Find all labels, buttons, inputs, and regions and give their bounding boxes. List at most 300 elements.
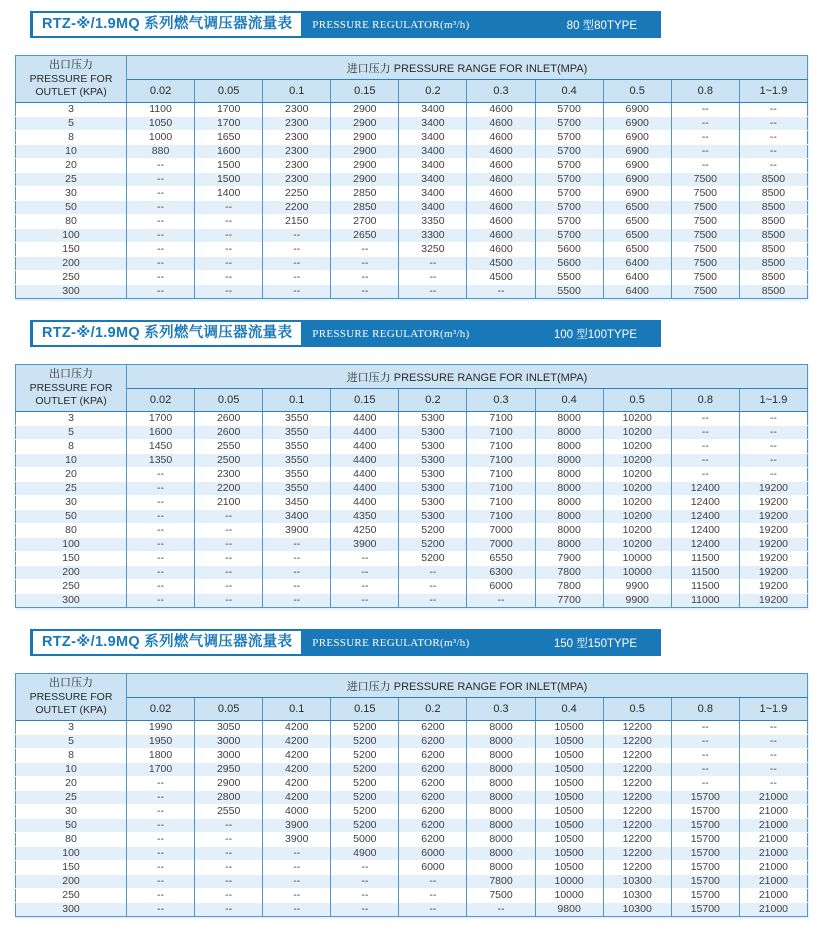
flow-cell: 5700 bbox=[535, 173, 603, 187]
flow-cell: 1950 bbox=[127, 735, 195, 749]
table-row bbox=[16, 229, 808, 243]
flow-cell: 8000 bbox=[535, 510, 603, 524]
flow-cell: 10200 bbox=[603, 524, 671, 538]
flow-cell: 2900 bbox=[195, 777, 263, 791]
flow-cell: 6900 bbox=[603, 159, 671, 173]
flow-cell: 4400 bbox=[331, 482, 399, 496]
outlet-row-header: 3 bbox=[68, 412, 74, 424]
flow-cell: 8500 bbox=[739, 173, 807, 187]
table-row bbox=[16, 903, 808, 917]
flow-cell: 5700 bbox=[535, 159, 603, 173]
flow-cell: -- bbox=[127, 594, 195, 608]
flow-cell: 12200 bbox=[603, 819, 671, 833]
outlet-row-header: 50 bbox=[65, 819, 77, 831]
table-row bbox=[16, 819, 808, 833]
table-row bbox=[16, 538, 808, 552]
flow-cell: 6900 bbox=[603, 145, 671, 159]
flow-cell: -- bbox=[195, 285, 263, 299]
inlet-pressure-col-header: 1~1.9 bbox=[739, 80, 807, 103]
flow-cell: 3400 bbox=[399, 173, 467, 187]
flow-cell: 2650 bbox=[331, 229, 399, 243]
flow-cell: 2300 bbox=[263, 131, 331, 145]
table-row bbox=[16, 159, 808, 173]
flow-cell: 7100 bbox=[467, 454, 535, 468]
flow-cell: 7000 bbox=[467, 524, 535, 538]
flow-cell: -- bbox=[195, 538, 263, 552]
flow-cell: 2800 bbox=[195, 791, 263, 805]
flow-cell: 4600 bbox=[467, 201, 535, 215]
flow-cell: 7800 bbox=[467, 875, 535, 889]
flow-cell: 11000 bbox=[671, 594, 739, 608]
flow-cell: 3000 bbox=[195, 749, 263, 763]
inlet-pressure-col-header: 0.1 bbox=[263, 389, 331, 412]
flow-cell: -- bbox=[263, 594, 331, 608]
flow-cell: 4350 bbox=[331, 510, 399, 524]
flow-cell: -- bbox=[195, 594, 263, 608]
flow-cell: 4500 bbox=[467, 271, 535, 285]
outlet-row-header: 20 bbox=[65, 777, 77, 789]
flow-cell: 2200 bbox=[195, 482, 263, 496]
flow-cell: 11500 bbox=[671, 580, 739, 594]
flow-cell: -- bbox=[127, 538, 195, 552]
flow-cell: 2500 bbox=[195, 454, 263, 468]
flow-cell: 4200 bbox=[263, 763, 331, 777]
flow-cell: 1450 bbox=[127, 440, 195, 454]
flow-cell: -- bbox=[263, 903, 331, 917]
flow-cell: -- bbox=[195, 215, 263, 229]
flow-cell: 10000 bbox=[535, 889, 603, 903]
flow-cell: 5300 bbox=[399, 482, 467, 496]
flow-cell: 8000 bbox=[467, 819, 535, 833]
flow-cell: -- bbox=[671, 159, 739, 173]
flow-cell: -- bbox=[331, 566, 399, 580]
flow-cell: 5700 bbox=[535, 131, 603, 145]
outlet-row-header: 300 bbox=[62, 903, 80, 915]
flow-cell: 10500 bbox=[535, 735, 603, 749]
flow-cell: 8000 bbox=[467, 777, 535, 791]
table-body bbox=[16, 412, 808, 608]
flow-cell: 4600 bbox=[467, 215, 535, 229]
flow-cell: 5500 bbox=[535, 271, 603, 285]
outlet-row-header: 100 bbox=[62, 847, 80, 859]
outlet-row-header: 80 bbox=[65, 833, 77, 845]
flow-cell: -- bbox=[127, 833, 195, 847]
flow-cell: 15700 bbox=[671, 805, 739, 819]
flow-cell: 2550 bbox=[195, 805, 263, 819]
flow-cell: 6900 bbox=[603, 117, 671, 131]
inlet-pressure-col-header: 0.4 bbox=[535, 698, 603, 721]
flow-cell: 1400 bbox=[195, 187, 263, 201]
flow-cell: 4000 bbox=[263, 805, 331, 819]
flow-cell: -- bbox=[263, 257, 331, 271]
flow-cell: 7100 bbox=[467, 468, 535, 482]
flow-cell: -- bbox=[331, 580, 399, 594]
flow-cell: 1700 bbox=[195, 117, 263, 131]
outlet-row-header: 8 bbox=[68, 749, 74, 761]
flow-cell: 21000 bbox=[739, 791, 807, 805]
flow-cell: 6200 bbox=[399, 735, 467, 749]
inlet-pressure-col-header: 0.05 bbox=[195, 80, 263, 103]
flow-cell: 5700 bbox=[535, 187, 603, 201]
flow-table-section bbox=[15, 320, 809, 608]
table-row bbox=[16, 285, 808, 299]
flow-cell: 5300 bbox=[399, 468, 467, 482]
flow-cell: -- bbox=[671, 426, 739, 440]
flow-cell: 7500 bbox=[671, 285, 739, 299]
flow-cell: 6500 bbox=[603, 229, 671, 243]
flow-cell: 21000 bbox=[739, 847, 807, 861]
flow-cell: 2700 bbox=[331, 215, 399, 229]
flow-cell: -- bbox=[127, 819, 195, 833]
flow-cell: -- bbox=[195, 524, 263, 538]
flow-cell: -- bbox=[127, 201, 195, 215]
flow-cell: -- bbox=[263, 847, 331, 861]
flow-cell: 8000 bbox=[535, 454, 603, 468]
flow-cell: 21000 bbox=[739, 875, 807, 889]
flow-cell: -- bbox=[263, 243, 331, 257]
flow-cell: -- bbox=[127, 580, 195, 594]
flow-cell: 12200 bbox=[603, 777, 671, 791]
flow-cell: -- bbox=[671, 735, 739, 749]
flow-cell: 2550 bbox=[195, 440, 263, 454]
flow-cell: 8000 bbox=[467, 847, 535, 861]
flow-cell: 7500 bbox=[671, 257, 739, 271]
flow-cell: 3400 bbox=[399, 131, 467, 145]
flow-cell: 10200 bbox=[603, 510, 671, 524]
flow-cell: 5600 bbox=[535, 243, 603, 257]
flow-table bbox=[15, 364, 808, 608]
flow-cell: 5700 bbox=[535, 145, 603, 159]
outlet-header-en2: OUTLET (KPA) bbox=[35, 703, 107, 716]
flow-cell: 1350 bbox=[127, 454, 195, 468]
outlet-row-header: 300 bbox=[62, 594, 80, 606]
flow-cell: -- bbox=[739, 426, 807, 440]
outlet-row-header: 30 bbox=[65, 496, 77, 508]
table-header bbox=[16, 674, 808, 721]
flow-cell: -- bbox=[671, 103, 739, 117]
table-row bbox=[16, 257, 808, 271]
table-header bbox=[16, 365, 808, 412]
flow-cell: 2300 bbox=[263, 103, 331, 117]
flow-cell: -- bbox=[263, 861, 331, 875]
table-row bbox=[16, 594, 808, 608]
flow-cell: -- bbox=[127, 229, 195, 243]
outlet-row-header: 10 bbox=[65, 454, 77, 466]
table-row bbox=[16, 763, 808, 777]
flow-cell: 5200 bbox=[331, 791, 399, 805]
inlet-pressure-col-header: 0.5 bbox=[603, 698, 671, 721]
table-body bbox=[16, 103, 808, 299]
regulator-subtitle: PRESSURE REGULATOR(m³/h) bbox=[312, 18, 470, 31]
flow-cell: 8000 bbox=[535, 412, 603, 426]
flow-cell: 6300 bbox=[467, 566, 535, 580]
flow-cell: 21000 bbox=[739, 889, 807, 903]
flow-cell: 19200 bbox=[739, 594, 807, 608]
table-row bbox=[16, 749, 808, 763]
flow-cell: 6400 bbox=[603, 271, 671, 285]
table-row bbox=[16, 201, 808, 215]
flow-cell: 7500 bbox=[671, 201, 739, 215]
flow-cell: 2300 bbox=[263, 159, 331, 173]
outlet-row-header: 50 bbox=[65, 510, 77, 522]
flow-cell: -- bbox=[195, 903, 263, 917]
outlet-row-header: 8 bbox=[68, 440, 74, 452]
flow-cell: -- bbox=[671, 117, 739, 131]
flow-cell: 6200 bbox=[399, 777, 467, 791]
series-title: RTZ-※/1.9MQ 系列燃气调压器流量表 bbox=[33, 13, 301, 36]
flow-cell: -- bbox=[739, 468, 807, 482]
flow-cell: -- bbox=[263, 566, 331, 580]
inlet-pressure-col-header: 0.2 bbox=[399, 80, 467, 103]
table-row bbox=[16, 271, 808, 285]
flow-cell: 4600 bbox=[467, 173, 535, 187]
flow-cell: 12400 bbox=[671, 510, 739, 524]
flow-cell: 8000 bbox=[535, 496, 603, 510]
regulator-subtitle: PRESSURE REGULATOR(m³/h) bbox=[312, 636, 470, 649]
flow-cell: 3350 bbox=[399, 215, 467, 229]
series-title: RTZ-※/1.9MQ 系列燃气调压器流量表 bbox=[33, 631, 301, 654]
flow-cell: 7500 bbox=[467, 889, 535, 903]
flow-cell: 19200 bbox=[739, 580, 807, 594]
flow-cell: 3550 bbox=[263, 412, 331, 426]
flow-cell: -- bbox=[331, 861, 399, 875]
flow-cell: 6550 bbox=[467, 552, 535, 566]
flow-cell: 12400 bbox=[671, 496, 739, 510]
flow-cell: -- bbox=[671, 749, 739, 763]
table-row bbox=[16, 145, 808, 159]
flow-cell: 6200 bbox=[399, 721, 467, 735]
outlet-header-en1: PRESSURE FOR bbox=[29, 381, 113, 394]
flow-cell: 8000 bbox=[535, 482, 603, 496]
outlet-header-en1: PRESSURE FOR bbox=[29, 72, 113, 85]
flow-cell: 12200 bbox=[603, 749, 671, 763]
flow-cell: 4400 bbox=[331, 454, 399, 468]
flow-cell: -- bbox=[127, 847, 195, 861]
flow-cell: 19200 bbox=[739, 552, 807, 566]
flow-cell: 6900 bbox=[603, 103, 671, 117]
flow-cell: 5200 bbox=[331, 819, 399, 833]
flow-cell: 6500 bbox=[603, 201, 671, 215]
flow-cell: 10200 bbox=[603, 482, 671, 496]
inlet-pressure-col-header: 0.4 bbox=[535, 389, 603, 412]
flow-cell: 19200 bbox=[739, 482, 807, 496]
flow-cell: 1100 bbox=[127, 103, 195, 117]
flow-cell: -- bbox=[127, 159, 195, 173]
outlet-header-cn: 出口压力 bbox=[49, 59, 93, 71]
flow-cell: 6200 bbox=[399, 819, 467, 833]
flow-cell: 6200 bbox=[399, 805, 467, 819]
outlet-row-header: 20 bbox=[65, 159, 77, 171]
table-row bbox=[16, 721, 808, 735]
table-row bbox=[16, 777, 808, 791]
flow-cell: 1800 bbox=[127, 749, 195, 763]
flow-cell: 7500 bbox=[671, 271, 739, 285]
table-row bbox=[16, 805, 808, 819]
outlet-row-header: 200 bbox=[62, 875, 80, 887]
outlet-row-header: 50 bbox=[65, 201, 77, 213]
flow-cell: 2900 bbox=[331, 159, 399, 173]
flow-cell: 10000 bbox=[603, 566, 671, 580]
outlet-header-cn: 出口压力 bbox=[49, 677, 93, 689]
flow-cell: 8000 bbox=[467, 735, 535, 749]
flow-cell: 8000 bbox=[467, 791, 535, 805]
series-title: RTZ-※/1.9MQ 系列燃气调压器流量表 bbox=[33, 322, 301, 345]
flow-cell: 2900 bbox=[331, 145, 399, 159]
inlet-pressure-col-header: 0.2 bbox=[399, 389, 467, 412]
table-row bbox=[16, 510, 808, 524]
flow-cell: 21000 bbox=[739, 833, 807, 847]
flow-cell: -- bbox=[127, 777, 195, 791]
flow-cell: -- bbox=[127, 889, 195, 903]
flow-cell: 7100 bbox=[467, 440, 535, 454]
flow-cell: -- bbox=[127, 215, 195, 229]
inlet-header-cell: 进口压力 PRESSURE RANGE FOR INLET(MPA) bbox=[127, 365, 808, 389]
flow-cell: -- bbox=[195, 819, 263, 833]
flow-cell: -- bbox=[263, 271, 331, 285]
flow-cell: 15700 bbox=[671, 847, 739, 861]
flow-cell: -- bbox=[263, 229, 331, 243]
section-title-bar bbox=[30, 629, 661, 656]
flow-cell: 12200 bbox=[603, 763, 671, 777]
flow-cell: -- bbox=[127, 524, 195, 538]
flow-cell: -- bbox=[127, 861, 195, 875]
table-row bbox=[16, 412, 808, 426]
flow-cell: 12200 bbox=[603, 721, 671, 735]
flow-cell: 4200 bbox=[263, 777, 331, 791]
flow-cell: -- bbox=[467, 903, 535, 917]
outlet-header-en2: OUTLET (KPA) bbox=[35, 394, 107, 407]
table-row bbox=[16, 482, 808, 496]
flow-cell: -- bbox=[739, 735, 807, 749]
flow-cell: 6200 bbox=[399, 791, 467, 805]
flow-cell: -- bbox=[739, 454, 807, 468]
flow-cell: -- bbox=[195, 257, 263, 271]
flow-cell: 2300 bbox=[263, 145, 331, 159]
inlet-pressure-col-header: 0.02 bbox=[127, 389, 195, 412]
table-row bbox=[16, 861, 808, 875]
flow-cell: -- bbox=[671, 721, 739, 735]
outlet-row-header: 10 bbox=[65, 145, 77, 157]
flow-cell: 19200 bbox=[739, 510, 807, 524]
flow-cell: -- bbox=[739, 749, 807, 763]
flow-cell: 4500 bbox=[467, 257, 535, 271]
flow-cell: 10500 bbox=[535, 819, 603, 833]
inlet-pressure-col-header: 0.3 bbox=[467, 389, 535, 412]
flow-cell: 7100 bbox=[467, 510, 535, 524]
flow-cell: 12200 bbox=[603, 833, 671, 847]
flow-cell: 10500 bbox=[535, 777, 603, 791]
flow-cell: -- bbox=[127, 482, 195, 496]
flow-cell: 7500 bbox=[671, 187, 739, 201]
flow-cell: 6200 bbox=[399, 749, 467, 763]
outlet-row-header: 80 bbox=[65, 524, 77, 536]
table-row bbox=[16, 847, 808, 861]
flow-cell: 5200 bbox=[331, 763, 399, 777]
flow-cell: 15700 bbox=[671, 791, 739, 805]
flow-cell: 4400 bbox=[331, 426, 399, 440]
type-label: 100 型100TYPE bbox=[553, 328, 637, 341]
flow-cell: 15700 bbox=[671, 861, 739, 875]
flow-cell: 1700 bbox=[127, 763, 195, 777]
table-row bbox=[16, 580, 808, 594]
flow-cell: 6400 bbox=[603, 285, 671, 299]
table-row bbox=[16, 243, 808, 257]
flow-cell: 1700 bbox=[195, 103, 263, 117]
flow-cell: 3000 bbox=[195, 735, 263, 749]
flow-cell: 4200 bbox=[263, 721, 331, 735]
flow-cell: 10500 bbox=[535, 721, 603, 735]
flow-cell: 2950 bbox=[195, 763, 263, 777]
inlet-pressure-col-header: 0.15 bbox=[331, 698, 399, 721]
flow-cell: 2150 bbox=[263, 215, 331, 229]
flow-cell: 7500 bbox=[671, 229, 739, 243]
flow-cell: 6200 bbox=[399, 763, 467, 777]
inlet-pressure-col-header: 0.02 bbox=[127, 80, 195, 103]
flow-cell: 3550 bbox=[263, 482, 331, 496]
flow-cell: 8000 bbox=[535, 524, 603, 538]
outlet-header-en2: OUTLET (KPA) bbox=[35, 85, 107, 98]
flow-cell: -- bbox=[263, 580, 331, 594]
flow-cell: -- bbox=[399, 875, 467, 889]
flow-cell: 10000 bbox=[603, 552, 671, 566]
inlet-pressure-col-header: 0.15 bbox=[331, 389, 399, 412]
flow-cell: -- bbox=[263, 875, 331, 889]
flow-cell: 19200 bbox=[739, 524, 807, 538]
section-title-bar bbox=[30, 11, 661, 38]
flow-cell: -- bbox=[671, 468, 739, 482]
flow-cell: -- bbox=[671, 131, 739, 145]
outlet-row-header: 30 bbox=[65, 805, 77, 817]
flow-cell: 4600 bbox=[467, 229, 535, 243]
flow-cell: -- bbox=[127, 791, 195, 805]
flow-cell: 9900 bbox=[603, 594, 671, 608]
flow-cell: -- bbox=[331, 889, 399, 903]
flow-cell: 5200 bbox=[399, 524, 467, 538]
flow-cell: 7800 bbox=[535, 566, 603, 580]
flow-cell: 2600 bbox=[195, 426, 263, 440]
inlet-pressure-col-header: 0.1 bbox=[263, 80, 331, 103]
outlet-row-header: 3 bbox=[68, 721, 74, 733]
flow-cell: 15700 bbox=[671, 875, 739, 889]
inlet-pressure-col-header: 0.8 bbox=[671, 80, 739, 103]
flow-cell: 7500 bbox=[671, 243, 739, 257]
flow-cell: 1500 bbox=[195, 159, 263, 173]
flow-cell: 4600 bbox=[467, 187, 535, 201]
flow-cell: -- bbox=[467, 285, 535, 299]
flow-cell: 6400 bbox=[603, 257, 671, 271]
flow-cell: -- bbox=[739, 721, 807, 735]
flow-cell: 7000 bbox=[467, 538, 535, 552]
flow-cell: 8000 bbox=[467, 721, 535, 735]
flow-cell: -- bbox=[331, 903, 399, 917]
flow-cell: 10500 bbox=[535, 861, 603, 875]
flow-cell: 12200 bbox=[603, 735, 671, 749]
flow-cell: 10500 bbox=[535, 749, 603, 763]
flow-cell: -- bbox=[127, 271, 195, 285]
outlet-row-header: 200 bbox=[62, 566, 80, 578]
flow-cell: 3250 bbox=[399, 243, 467, 257]
flow-cell: 1050 bbox=[127, 117, 195, 131]
inlet-header-cell: 进口压力 PRESSURE RANGE FOR INLET(MPA) bbox=[127, 674, 808, 698]
flow-cell: -- bbox=[195, 875, 263, 889]
inlet-pressure-col-header: 0.5 bbox=[603, 389, 671, 412]
flow-cell: 8500 bbox=[739, 285, 807, 299]
flow-cell: 10200 bbox=[603, 468, 671, 482]
header-row-pressures bbox=[16, 389, 808, 412]
flow-cell: -- bbox=[399, 257, 467, 271]
flow-cell: 15700 bbox=[671, 819, 739, 833]
flow-cell: 5300 bbox=[399, 496, 467, 510]
